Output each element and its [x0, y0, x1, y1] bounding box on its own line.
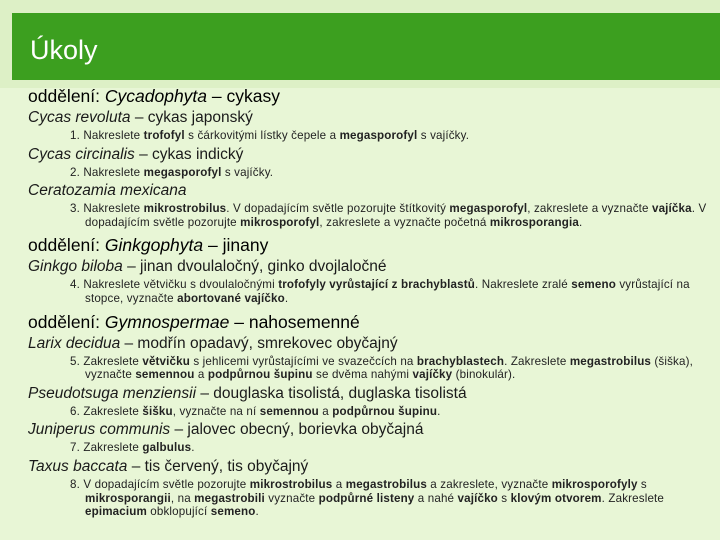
task-term: podpůrnou šupinu	[207, 368, 313, 382]
task-text: (binokulár).	[452, 368, 516, 382]
task-text: a nahé	[414, 491, 458, 505]
section-suffix: – nahosemenné	[229, 311, 360, 332]
section-suffix: – jinany	[203, 235, 269, 256]
task-term: semeno	[571, 278, 616, 292]
species-heading	[28, 257, 718, 276]
species-common-name: – cykas japonský	[130, 109, 253, 126]
species-heading	[28, 420, 718, 439]
species-common-name: – jinan dvoulaločný, ginko dvojlaločné	[122, 258, 387, 276]
task-term: vajíčko	[457, 491, 498, 505]
task-term: klovým otvorem	[510, 491, 602, 505]
species-latin-name: Ginkgo biloba	[28, 258, 123, 276]
task-text: s čárkovitými lístky čepele a	[184, 129, 340, 142]
task-term: galbulus	[142, 441, 192, 455]
task-item	[70, 355, 718, 382]
task-item	[70, 405, 718, 419]
section-prefix: oddělení:	[28, 311, 105, 332]
task-text: .	[191, 441, 195, 455]
task-item	[70, 166, 718, 180]
task-text: . V dopadajícím světle pozorujte	[85, 202, 707, 229]
task-term: semennou	[135, 368, 195, 382]
task-term: mikrosporofyl	[240, 215, 320, 229]
task-text: .	[437, 404, 441, 418]
task-text: s vajíčky.	[417, 129, 470, 142]
task-text: s	[497, 491, 511, 505]
task-text: , zakreslete a vyznačte početná	[319, 215, 490, 229]
task-term: mikrostrobilus	[249, 477, 333, 491]
species-common-name: – tis červený, tis obyčajný	[127, 457, 309, 475]
task-term: brachyblastech	[416, 354, 505, 368]
task-text: 7. Zakreslete	[70, 441, 143, 455]
species-common-name: – cykas indický	[134, 145, 244, 163]
species-common-name: – jalovec obecný, borievka obyčajná	[170, 421, 424, 439]
task-item	[70, 441, 718, 455]
task-text: , na	[170, 491, 195, 505]
task-term: šišku	[142, 404, 173, 418]
section-name: Cycadophyta	[104, 86, 208, 106]
task-item	[70, 478, 718, 519]
species-common-name: – douglaska tisolistá, duglaska tisolistá	[196, 384, 467, 402]
task-term: semennou	[259, 404, 319, 418]
task-term: megasporofyl	[339, 129, 418, 142]
task-text: s vajíčky.	[221, 165, 274, 179]
task-term: megastrobili	[194, 491, 265, 505]
species-latin-name: Ceratozamia mexicana	[28, 182, 187, 200]
task-text: 4. Nakreslete větvičku s dvoulaločnými	[70, 278, 279, 292]
species-latin-name: Pseudotsuga menziensii	[28, 384, 197, 402]
section-prefix: oddělení:	[28, 86, 105, 106]
task-text: , vyznačte na ní	[172, 404, 260, 418]
task-text: se dvěma nahými	[312, 368, 413, 382]
species-heading	[28, 334, 718, 353]
task-term: megasporofyl	[143, 165, 222, 179]
species-latin-name: Larix decidua	[28, 334, 121, 352]
task-text: . Nakreslete zralé	[474, 278, 572, 292]
task-text: 5. Zakreslete	[70, 354, 143, 368]
task-text: vyznačte	[264, 491, 319, 505]
task-text: .	[578, 215, 583, 229]
species-common-name: – modřín opadavý, smrekovec obyčajný	[120, 334, 398, 352]
task-term: megasporofyl	[449, 202, 528, 216]
task-text: . Zakreslete	[601, 491, 665, 505]
task-text: . V dopadajícím světle pozorujte štítkovitý	[226, 202, 450, 216]
task-item	[70, 278, 718, 305]
task-text: , zakreslete a vyznačte	[527, 202, 652, 216]
task-text: . Zakreslete	[504, 354, 570, 368]
task-term: podpůrné listeny	[318, 491, 415, 505]
task-text: s jehlicemi vyrůstajícími ve svazečcích na	[189, 354, 417, 368]
section-name: Gymnospermae	[104, 311, 230, 332]
species-heading	[28, 457, 718, 476]
task-text: a	[332, 477, 346, 491]
task-text: obklopující	[146, 505, 211, 519]
species-latin-name: Cycas revoluta	[28, 109, 131, 126]
task-term: větvičku	[142, 354, 190, 368]
species-heading	[28, 384, 718, 403]
task-text: 8. V dopadajícím světle pozorujte	[70, 477, 250, 491]
task-text: vyrůstající na stopce, vyznačte	[85, 278, 690, 305]
section-prefix: oddělení:	[28, 235, 105, 256]
species-heading	[28, 145, 718, 164]
species-latin-name: Taxus baccata	[28, 457, 128, 475]
task-term: abortované vajíčko	[177, 291, 285, 305]
task-text: 3. Nakreslete	[70, 202, 144, 216]
section-heading	[28, 85, 718, 107]
task-term: epimacium	[85, 505, 147, 519]
task-item	[70, 202, 718, 229]
task-term: mikrosporangii	[85, 491, 171, 505]
section-name: Ginkgophyta	[104, 235, 204, 256]
task-text: s	[637, 477, 647, 491]
section-heading	[28, 234, 718, 256]
species-heading	[28, 181, 718, 200]
task-term: vajíčky	[412, 368, 453, 382]
task-term: vajíčka	[651, 202, 692, 216]
task-text: a	[194, 368, 208, 382]
task-text: .	[284, 291, 289, 305]
task-term: mikrostrobilus	[143, 202, 227, 216]
task-text: 2. Nakreslete	[70, 165, 144, 179]
species-latin-name: Juniperus communis	[28, 421, 171, 439]
task-term: megastrobilus	[569, 354, 652, 368]
task-term: semeno	[210, 505, 256, 519]
task-term: megastrobilus	[345, 477, 427, 491]
task-term: mikrosporangia	[489, 215, 579, 229]
section-suffix: – cykasy	[207, 86, 280, 106]
slide-title: Úkoly	[30, 35, 98, 65]
task-term: mikrosporofyly	[551, 477, 638, 491]
task-term: trofofyly vyrůstající z brachyblastů	[278, 278, 475, 292]
task-term: trofofyl	[143, 129, 185, 142]
species-heading	[28, 108, 718, 127]
task-term: podpůrnou šupinu	[332, 404, 438, 418]
slide-content	[28, 85, 718, 521]
task-text: a	[318, 404, 333, 418]
species-latin-name: Cycas circinalis	[28, 145, 135, 163]
task-item	[70, 129, 718, 143]
title-bar	[12, 13, 720, 80]
task-text: .	[255, 505, 259, 519]
task-text: 6. Zakreslete	[70, 404, 143, 418]
task-text: (šiška), vyznačte	[85, 354, 693, 382]
section-heading	[28, 311, 718, 333]
task-text: 1. Nakreslete	[70, 129, 144, 142]
task-text: a zakreslete, vyznačte	[426, 477, 552, 491]
